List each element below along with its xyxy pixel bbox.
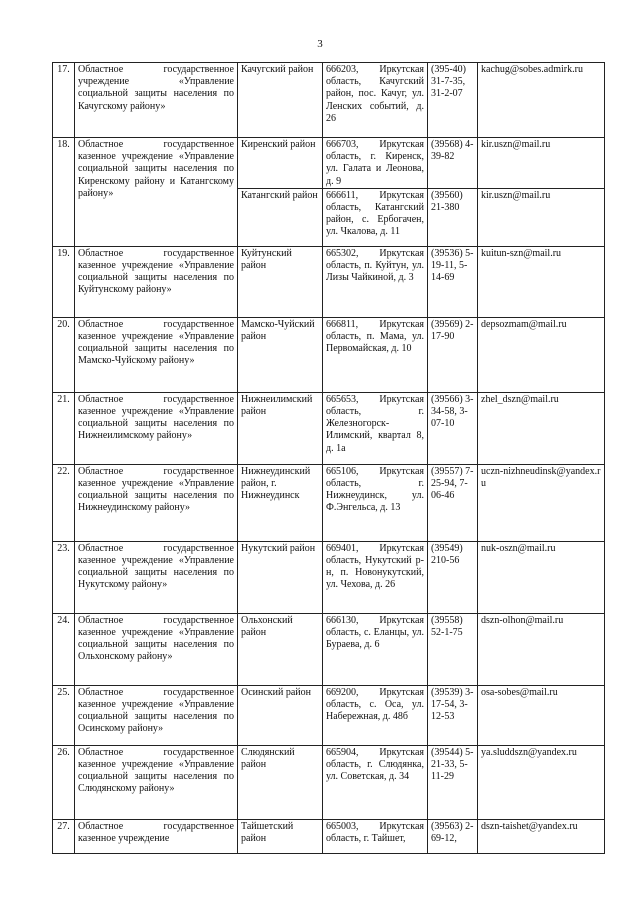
- table-row: [53, 138, 605, 189]
- institutions-table: [52, 62, 605, 854]
- address: 666703, Иркутская область, г. Киренск, ул. Галата и Леонова, д. 9: [323, 138, 428, 189]
- organization-name: Областное государственное казенное учреждение «Управление социальной защиты населения по Нижнеилимскому району»: [75, 392, 238, 464]
- organization-name: Областное государственное казенное учреждение «Управление социальной защиты населения по Киренскому району и Катангскому району»: [75, 138, 238, 247]
- table-row: [53, 246, 605, 317]
- table-row: [53, 685, 605, 745]
- district-name: Куйтунский район: [238, 246, 323, 317]
- address: 666130, Иркутская область, с. Еланцы, ул. Бураева, д. 6: [323, 613, 428, 685]
- organization-name: Областное государственное учреждение «Управление социальной защиты населения по Качугскому району»: [75, 63, 238, 138]
- email: ya.sluddszn@yandex.ru: [478, 745, 605, 819]
- address: 665653, Иркутская область, г. Железногорск-Илимский, квартал 8, д. 1а: [323, 392, 428, 464]
- phone: (39549) 210-56: [428, 541, 478, 613]
- address: 665106, Иркутская область, г. Нижнеудинск, ул. Ф.Энгельса, д. 13: [323, 464, 428, 541]
- table-row: [53, 392, 605, 464]
- table-row: [53, 317, 605, 392]
- email: dszn-olhon@mail.ru: [478, 613, 605, 685]
- phone: (39536) 5-19-11, 5-14-69: [428, 246, 478, 317]
- page-number: 3: [317, 38, 323, 50]
- address: 666611, Иркутская область, Катангский район, с. Ербогачен, ул. Чкалова, д. 11: [323, 188, 428, 246]
- email: kuitun-szn@mail.ru: [478, 246, 605, 317]
- district-name: Катангский район: [238, 188, 323, 246]
- district-name: Киренский район: [238, 138, 323, 189]
- district-name: Слюдянский район: [238, 745, 323, 819]
- row-number: 27.: [53, 819, 75, 853]
- row-number: 22.: [53, 464, 75, 541]
- table-row: [53, 464, 605, 541]
- email: dszn-taishet@yandex.ru: [478, 819, 605, 853]
- email: uczn-nizhneudinsk@yandex.ru: [478, 464, 605, 541]
- row-number: 23.: [53, 541, 75, 613]
- address: 669401, Иркутская область, Нукутский р-н, п. Новонукутский, ул. Чехова, д. 26: [323, 541, 428, 613]
- table-row: [53, 541, 605, 613]
- address: 665904, Иркутская область, г. Слюдянка, ул. Советская, д. 34: [323, 745, 428, 819]
- organization-name: Областное государственное казенное учреждение «Управление социальной защиты населения по Слюдянскому району»: [75, 745, 238, 819]
- phone: (39560) 21-380: [428, 188, 478, 246]
- email: osa-sobes@mail.ru: [478, 685, 605, 745]
- district-name: Ольхонский район: [238, 613, 323, 685]
- row-number: 21.: [53, 392, 75, 464]
- phone: (39539) 3-17-54, 3-12-53: [428, 685, 478, 745]
- district-name: Качугский район: [238, 63, 323, 138]
- row-number: 25.: [53, 685, 75, 745]
- organization-name: Областное государственное казенное учреждение «Управление социальной защиты населения по Нижнеудинскому району»: [75, 464, 238, 541]
- district-name: Нукутский район: [238, 541, 323, 613]
- phone: (395-40) 31-7-35, 31-2-07: [428, 63, 478, 138]
- email: nuk-oszn@mail.ru: [478, 541, 605, 613]
- email: zhel_dszn@mail.ru: [478, 392, 605, 464]
- table-row: [53, 745, 605, 819]
- phone: (39558) 52-1-75: [428, 613, 478, 685]
- district-name: Нижнеудинский район, г. Нижнеудинск: [238, 464, 323, 541]
- address: 666811, Иркутская область, п. Мама, ул. Первомайская, д. 10: [323, 317, 428, 392]
- email: kir.uszn@mail.ru: [478, 138, 605, 189]
- address: 666203, Иркутская область, Качугский район, пос. Качуг, ул. Ленских событий, д. 26: [323, 63, 428, 138]
- district-name: Осинский район: [238, 685, 323, 745]
- phone: (39544) 5-21-33, 5-11-29: [428, 745, 478, 819]
- address: 669200, Иркутская область, с. Оса, ул. Набережная, д. 48б: [323, 685, 428, 745]
- row-number: 19.: [53, 246, 75, 317]
- district-name: Мамско-Чуйский район: [238, 317, 323, 392]
- organization-name: Областное государственное казенное учреждение: [75, 819, 238, 853]
- organization-name: Областное государственное казенное учреждение «Управление социальной защиты населения по Нукутскому району»: [75, 541, 238, 613]
- phone: (39568) 4-39-82: [428, 138, 478, 189]
- row-number: 18.: [53, 138, 75, 247]
- phone: (39569) 2-17-90: [428, 317, 478, 392]
- row-number: 17.: [53, 63, 75, 138]
- table-row: [53, 819, 605, 853]
- row-number: 20.: [53, 317, 75, 392]
- organization-name: Областное государственное казенное учреждение «Управление социальной защиты населения по Ольхонскому району»: [75, 613, 238, 685]
- row-number: 26.: [53, 745, 75, 819]
- row-number: 24.: [53, 613, 75, 685]
- email: depsozmam@mail.ru: [478, 317, 605, 392]
- district-name: Нижнеилимский район: [238, 392, 323, 464]
- email: kachug@sobes.admirk.ru: [478, 63, 605, 138]
- organization-name: Областное государственное казенное учреждение «Управление социальной защиты населения по Куйтунскому району»: [75, 246, 238, 317]
- phone: (39557) 7-25-94, 7-06-46: [428, 464, 478, 541]
- address: 665302, Иркутская область, п. Куйтун, ул. Лизы Чайкиной, д. 3: [323, 246, 428, 317]
- phone: (39563) 2-69-12,: [428, 819, 478, 853]
- district-name: Тайшетский район: [238, 819, 323, 853]
- table-row: [53, 63, 605, 138]
- organization-name: Областное государственное казенное учреждение «Управление социальной защиты населения по Осинскому району»: [75, 685, 238, 745]
- address: 665003, Иркутская область, г. Тайшет,: [323, 819, 428, 853]
- table-row: [53, 613, 605, 685]
- email: kir.uszn@mail.ru: [478, 188, 605, 246]
- phone: (39566) 3-34-58, 3-07-10: [428, 392, 478, 464]
- organization-name: Областное государственное казенное учреждение «Управление социальной защиты населения по Мамско-Чуйскому району»: [75, 317, 238, 392]
